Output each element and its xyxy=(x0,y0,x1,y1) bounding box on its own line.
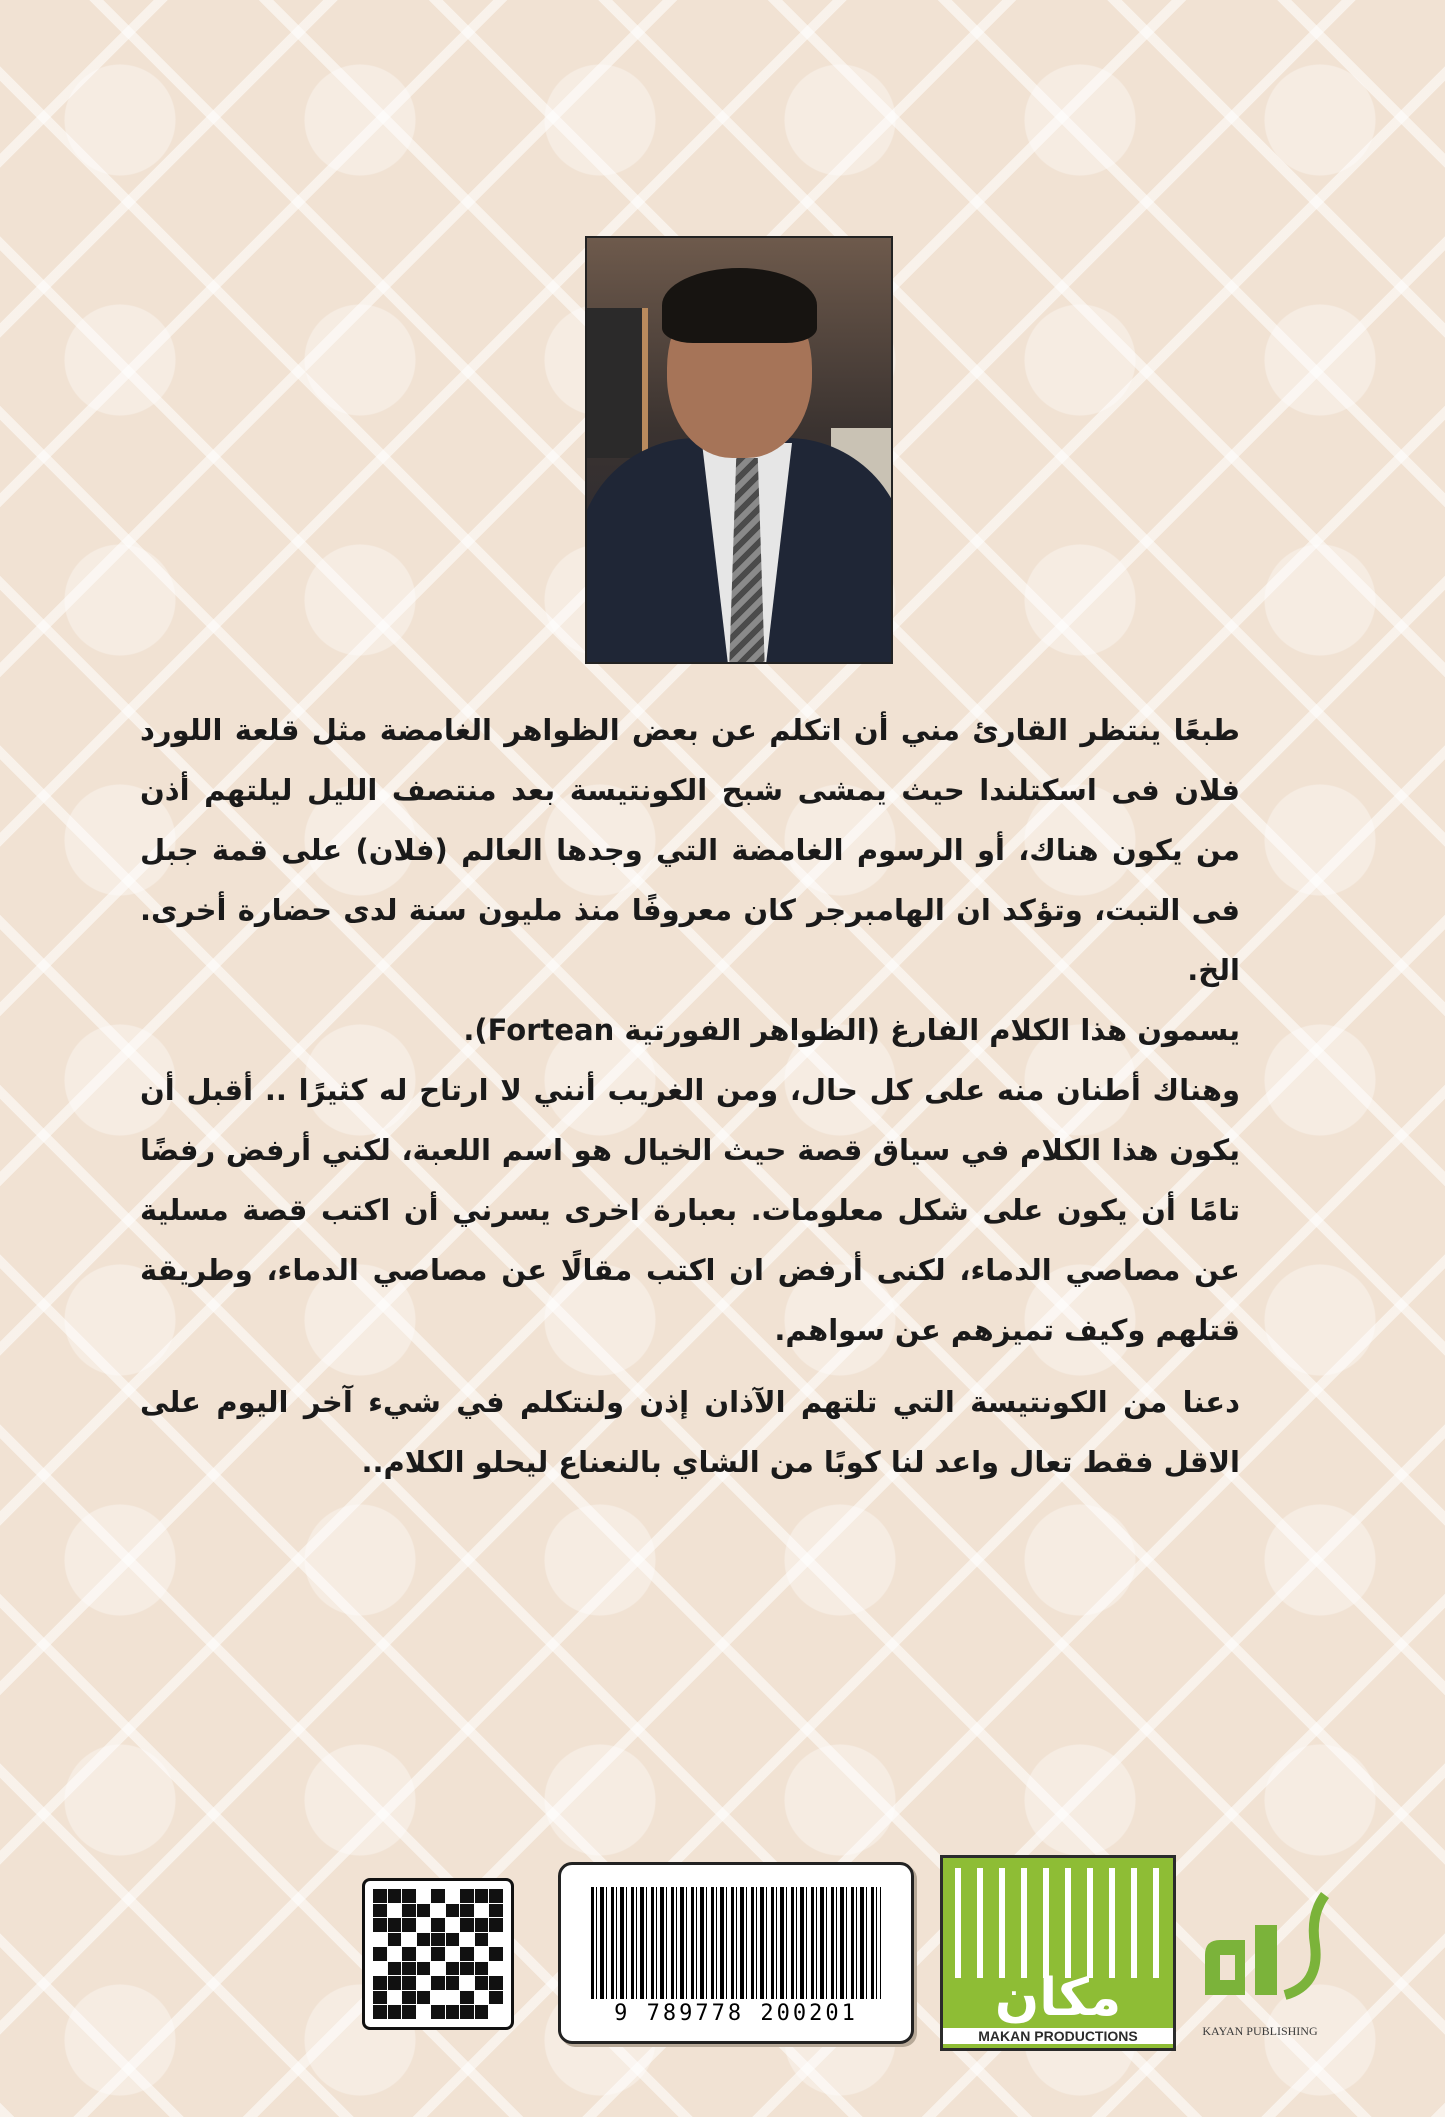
kayan-logo xyxy=(1185,1855,1335,2045)
blurb-paragraph-1: طبعًا ينتظر القارئ مني أن اتكلم عن بعض الظواهر الغامضة مثل قلعة اللورد فلان فى اسكتلندا حيث يمشى شبح الكونتيسة بعد منتصف الليل ليلتهم أذن من يكون هناك، أو الرسوم الغامضة التي وجدها العالم (فلان) على قمة جبل فى التبت، وتؤكد ان الهامبرجر كان معروفًا منذ مليون سنة لدى حضارة أخرى. الخ. xyxy=(140,713,1240,987)
kayan-mark-icon xyxy=(1185,1885,1335,2005)
isbn-number: 9 789778 200201 xyxy=(614,2001,858,2026)
hair xyxy=(662,268,817,343)
isbn-barcode xyxy=(558,1862,914,2044)
makan-arabic-name: مكان xyxy=(994,1968,1122,2028)
back-cover-blurb xyxy=(140,700,1240,1492)
kayan-english-name: KAYAN PUBLISHING xyxy=(1202,2024,1318,2038)
blurb-paragraph-3: وهناك أطنان منه على كل حال، ومن الغريب أنني لا ارتاح له كثيرًا .. أقبل أن يكون هذا الكلام في سياق قصة حيث الخيال هو اسم اللعبة، لكني أرفض رفضًا تامًا أن يكون على شكل معلومات. بعبارة اخرى يسرني أن اكتب قصة مسلية عن مصاصي الدماء، لكنى أرفض ان اكتب مقالًا عن مصاصي الدماء، وطريقة قتلهم وكيف تميزهم عن سواهم. xyxy=(140,1073,1240,1347)
blurb-paragraph-2: يسمون هذا الكلام الفارغ (الظواهر الفورتية Fortean). xyxy=(463,1013,1240,1047)
wall-frame xyxy=(587,308,648,458)
qr-code xyxy=(362,1878,514,2030)
blurb-paragraph-4: دعنا من الكونتيسة التي تلتهم الآذان إذن ولنتكلم في شيء آخر اليوم على الاقل فقط تعال واعد لنا كوبًا من الشاي بالنعناع ليحلو الكلام.. xyxy=(140,1385,1240,1479)
author-photo xyxy=(585,236,893,664)
makan-english-name: MAKAN PRODUCTIONS xyxy=(943,2028,1173,2044)
makan-logo xyxy=(940,1855,1176,2051)
makan-stripes xyxy=(955,1868,1159,1978)
barcode-bars xyxy=(591,1887,881,1999)
